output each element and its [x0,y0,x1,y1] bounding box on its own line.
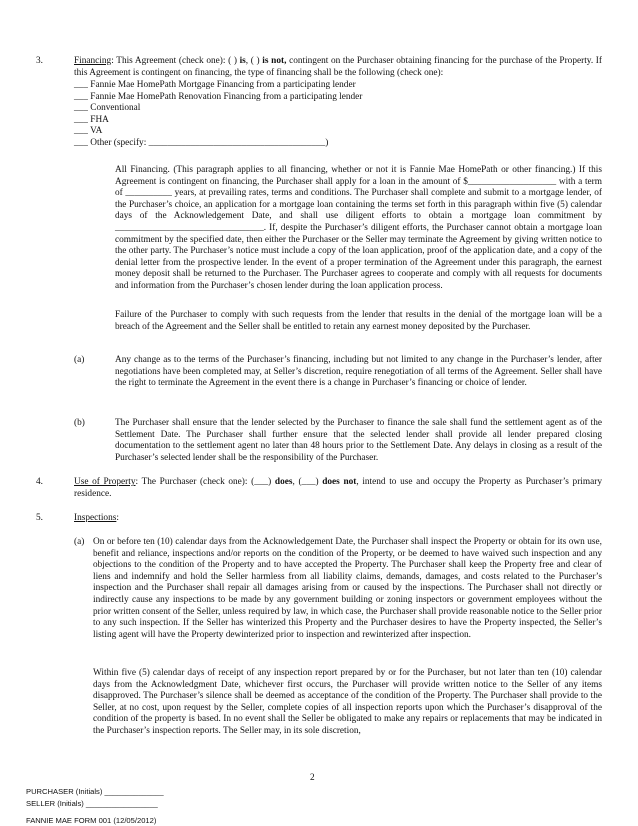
financing-option-homepath[interactable]: ___ Fannie Mae HomePath Mortgage Financing from a participating lender [74,80,356,90]
section-3b-text: The Purchaser shall ensure that the lender selected by the Purchaser to finance the sale shall fund the settlement agent as of the Settlement Date. The Purchaser shall further ensure that the selected lender shall provide all lender prepared closing documentation to the settlement agent no later than 48 hours prior to the Settlement Date. Any delays in closing as a result of the Purchaser’s selected lender shall be the responsibility of the Purchaser. [115,418,602,463]
section-3b-label: (b) [74,418,85,428]
section-5a-text: On or before ten (10) calendar days from the Acknowledgement Date, the Purchaser shall inspect the Property or obtain for its own use, benefit and reliance, inspections and/or reports on the condition of the Property, or be deemed to have waived such inspection and any objections to the condition of the Property and to have accepted the Property. The Purchaser shall keep the Property free and clear of liens and indemnify and hold the Seller harmless from all liability claims, demands, damages, and costs related to the Purchaser’s inspection and the Purchaser shall repair all damages arising from or caused by the inspections. The Purchaser shall not directly or indirectly cause any inspections to be made by any government building or zoning inspectors or government employees without the prior written consent of the Seller, unless required by law, in which case, the Purchaser shall provide reasonable notice to the Seller prior to any such inspection. If the Seller has winterized this Property and the Purchaser desires to have the Property inspected, the Seller’s listing agent will have the Property dewinterized prior to inspection and rewinterized after inspection. [93,537,602,640]
section-5-heading-line: Inspections: [74,513,119,523]
section-3a-label: (a) [74,355,85,365]
financing-option-va[interactable]: ___ VA [74,126,103,136]
seller-initials-field[interactable]: SELLER (Initials) _________________ [26,799,158,808]
financing-option-homepath-renovation[interactable]: ___ Fannie Mae HomePath Renovation Financing from a participating lender [74,91,363,102]
financing-options-list [74,80,362,149]
financing-option-other[interactable]: ___ Other (specify: ______________________________________) [74,137,329,148]
section-4-heading: Use of Property [74,477,136,487]
form-identifier: FANNIE MAE FORM 001 (12/05/2012) [26,816,157,825]
section-5-number: 5. [36,513,43,523]
financing-option-conventional[interactable]: ___ Conventional [74,103,141,113]
section-4-number: 4. [36,477,43,487]
section-3a-text: Any change as to the terms of the Purchaser’s financing, including but not limited to any change in the Purchaser’s lender, after negotiations have been completed may, at Seller’s discretion, require renegotiation of all terms of the Agreement. Seller shall have the right to terminate the Agreement in the event there is a change in Purchaser’s financing or choice of lender. [115,355,602,389]
financing-option-fha[interactable]: ___ FHA [74,114,109,125]
failure-paragraph: Failure of the Purchaser to comply with such requests from the lender that results in the denial of the mortgage loan will be a breach of the Agreement and the Seller shall be entitled to retain any earnest money deposited by the Purchaser. [115,310,602,332]
section-3-number: 3. [36,56,43,66]
all-financing-paragraph: All Financing. (This paragraph applies to all financing, whether or not it is Fannie Mae HomePath or other financing.) If this Agreement is contingent on financing, the Purchaser shall apply for a loan in the amount of $___________________ with a term of __________ years, at prevailing rates, terms and conditions. The Purchaser shall complete and submit to a mortgage lender, of the Purchaser’s choice, an application for a mortgage loan containing the terms set forth in this paragraph within five (5) calendar days of the Acknowledgement Date, and shall use diligent efforts to obtain a mortgage loan commitment by ________________________________. If, despite the Purchaser’s diligent efforts, the Purchaser cannot obtain a mortgage loan commitment by the specified date, then either the Purchaser or the Seller may terminate the Agreement by giving written notice to the other party. The Purchaser’s notice must include a copy of the loan application, proof of the application date, and a copy of the denial letter from the prospective lender. In the event of a proper termination of the Agreement under this paragraph, the earnest money deposit shall be returned to the Purchaser. The Purchaser agrees to cooperate and comply with all requests for documents and information from the Purchaser’s chosen lender during the loan application process. [115,165,602,291]
section-4-text: Use of Property: The Purchaser (check one): (___) does, (___) does not, intend to use and occupy the Property as Purchaser’s primary residence. [74,477,602,499]
section-5-heading: Inspections [74,513,117,523]
section-3-heading: Financing [74,56,112,66]
section-3-intro: Financing: This Agreement (check one): ( ) is, ( ) is not, contingent on the Purchaser obtaining financing for the purchase of the Property. If this Agreement is contingent on financing, the type of financing shall be the following (check one): [74,56,603,78]
purchaser-initials-field[interactable]: PURCHASER (Initials) ______________ [26,787,164,796]
page-number: 2 [310,773,315,783]
section-5a-text-continued: Within five (5) calendar days of receipt of any inspection report prepared by or for the Purchaser, but not later than ten (10) calendar days from the Acknowledgment Date, whichever first occurs, the Purchaser will provide written notice to the Seller of any items disapproved. The Purchaser’s silence shall be deemed as acceptance of the condition of the Property. The Purchaser shall provide to the Seller, at no cost, upon request by the Seller, complete copies of all inspection reports upon which the Purchaser’s disapproval of the condition of the property is based. In no event shall the Seller be obligated to make any repairs or replacements that may be indicated in the Purchaser’s inspection reports. The Seller may, in its sole discretion, [93,668,602,736]
section-5a-label: (a) [74,537,85,547]
